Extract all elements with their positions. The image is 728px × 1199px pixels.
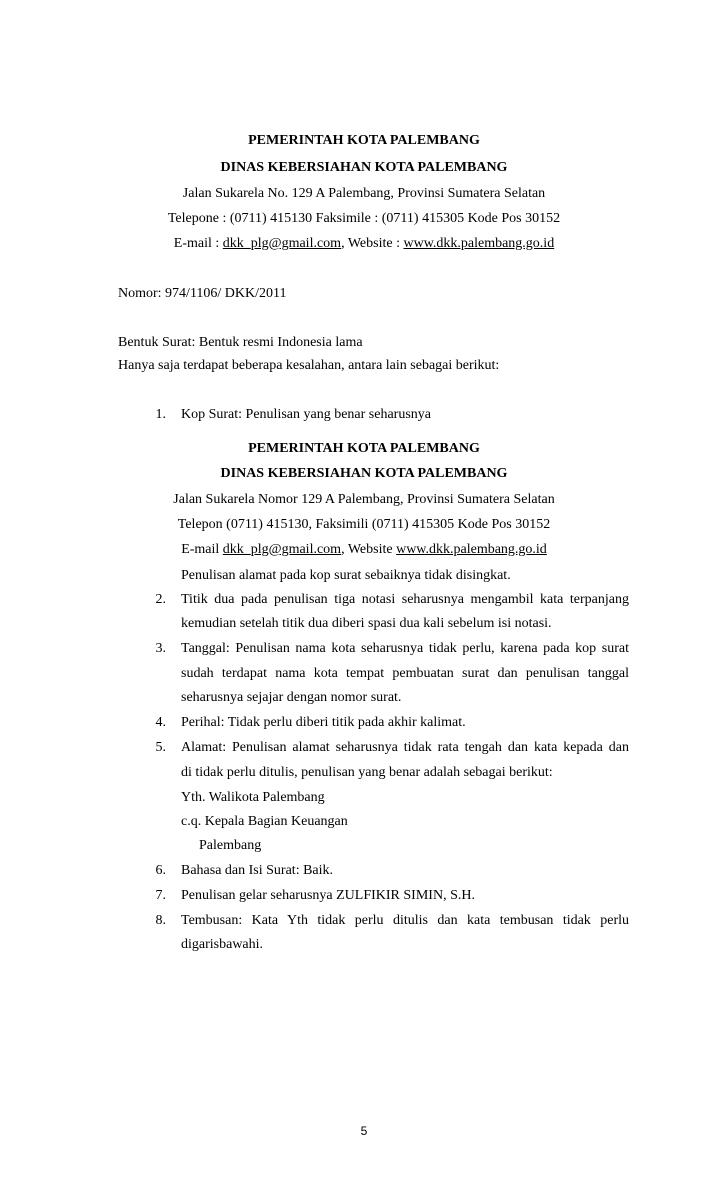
kop2-email-link[interactable]: dkk_plg@gmail.com — [222, 542, 342, 557]
item-1-text: Kop Surat: Penulisan yang benar seharusnya — [181, 407, 431, 422]
kop1-email-link[interactable]: dkk_plg@gmail.com — [222, 236, 342, 251]
kop2-address: Jalan Sukarela Nomor 129 A Palembang, Provinsi Sumatera Selatan — [173, 492, 555, 507]
kop1-phone: Telepone : (0711) 415130 Faksimile : (0711) 415305 Kode Pos 30152 — [167, 211, 561, 226]
item-5-number: 5. — [155, 740, 166, 755]
kop2-org: PEMERINTAH KOTA PALEMBANG — [248, 441, 480, 456]
item-5-address-1: Yth. Walikota Palembang — [181, 790, 325, 805]
kop2-website-prefix: , Website — [341, 542, 397, 557]
item-4-text: Perihal: Tidak perlu diberi titik pada akhir kalimat. — [181, 715, 466, 730]
item-3-line-1: Tanggal: Penulisan nama kota seharusnya tidak perlu, karena pada kop surat — [181, 641, 629, 656]
item-8-line-2: digarisbawahi. — [181, 937, 264, 952]
kop2-dept: DINAS KEBERSIAHAN KOTA PALEMBANG — [220, 466, 508, 481]
item-6-text: Bahasa dan Isi Surat: Baik. — [181, 863, 334, 878]
kop1-email-prefix: E-mail : — [173, 236, 223, 251]
kop1-dept: DINAS KEBERSIAHAN KOTA PALEMBANG — [220, 160, 508, 175]
nomor-line: Nomor: 974/1106/ DKK/2011 — [118, 286, 287, 301]
kop2-contact — [0, 541, 728, 559]
bentuk-line: Bentuk Surat: Bentuk resmi Indonesia lama — [118, 335, 363, 350]
intro-line: Hanya saja terdapat beberapa kesalahan, antara lain sebagai berikut: — [118, 358, 500, 373]
item-5-address-2: c.q. Kepala Bagian Keuangan — [181, 814, 348, 829]
kop2-email-prefix: E-mail — [181, 542, 223, 557]
kop1-contact — [0, 235, 728, 253]
item-4-number: 4. — [155, 715, 166, 730]
item-5-line-1: Alamat: Penulisan alamat seharusnya tidak rata tengah dan kata kepada dan — [181, 740, 629, 755]
item-3-line-3: seharusnya sejajar dengan nomor surat. — [181, 690, 402, 705]
item-8-line-1: Tembusan: Kata Yth tidak perlu ditulis dan kata tembusan tidak perlu — [181, 913, 629, 928]
item-7-number: 7. — [155, 888, 166, 903]
item-3-number: 3. — [155, 641, 166, 656]
kop2-note: Penulisan alamat pada kop surat sebaiknya tidak disingkat. — [181, 568, 511, 583]
kop1-address: Jalan Sukarela No. 129 A Palembang, Provinsi Sumatera Selatan — [182, 186, 546, 201]
kop1-org: PEMERINTAH KOTA PALEMBANG — [248, 133, 480, 148]
kop2-phone: Telepon (0711) 415130, Faksimili (0711) 415305 Kode Pos 30152 — [177, 517, 551, 532]
item-2-line-1: Titik dua pada penulisan tiga notasi seharusnya mengambil kata terpanjang — [181, 592, 629, 607]
item-8-number: 8. — [155, 913, 166, 928]
kop2-website-link[interactable]: www.dkk.palembang.go.id — [396, 542, 547, 557]
item-1-number: 1. — [155, 407, 166, 422]
kop1-website-prefix: , Website : — [341, 236, 404, 251]
item-6-number: 6. — [155, 863, 166, 878]
page-number: 5 — [360, 1124, 368, 1138]
item-5-address-3: Palembang — [199, 838, 262, 853]
item-7-text: Penulisan gelar seharusnya ZULFIKIR SIMIN, S.H. — [181, 888, 475, 903]
item-2-number: 2. — [155, 592, 166, 607]
item-2-line-2: kemudian setelah titik dua diberi spasi dua kali sebelum isi notasi. — [181, 616, 552, 631]
item-5-line-2: di tidak perlu ditulis, penulisan yang benar adalah sebagai berikut: — [181, 765, 553, 780]
kop1-website-link[interactable]: www.dkk.palembang.go.id — [403, 236, 555, 251]
item-3-line-2: sudah terdapat nama kota tempat pembuatan surat dan penulisan tanggal — [181, 666, 629, 681]
